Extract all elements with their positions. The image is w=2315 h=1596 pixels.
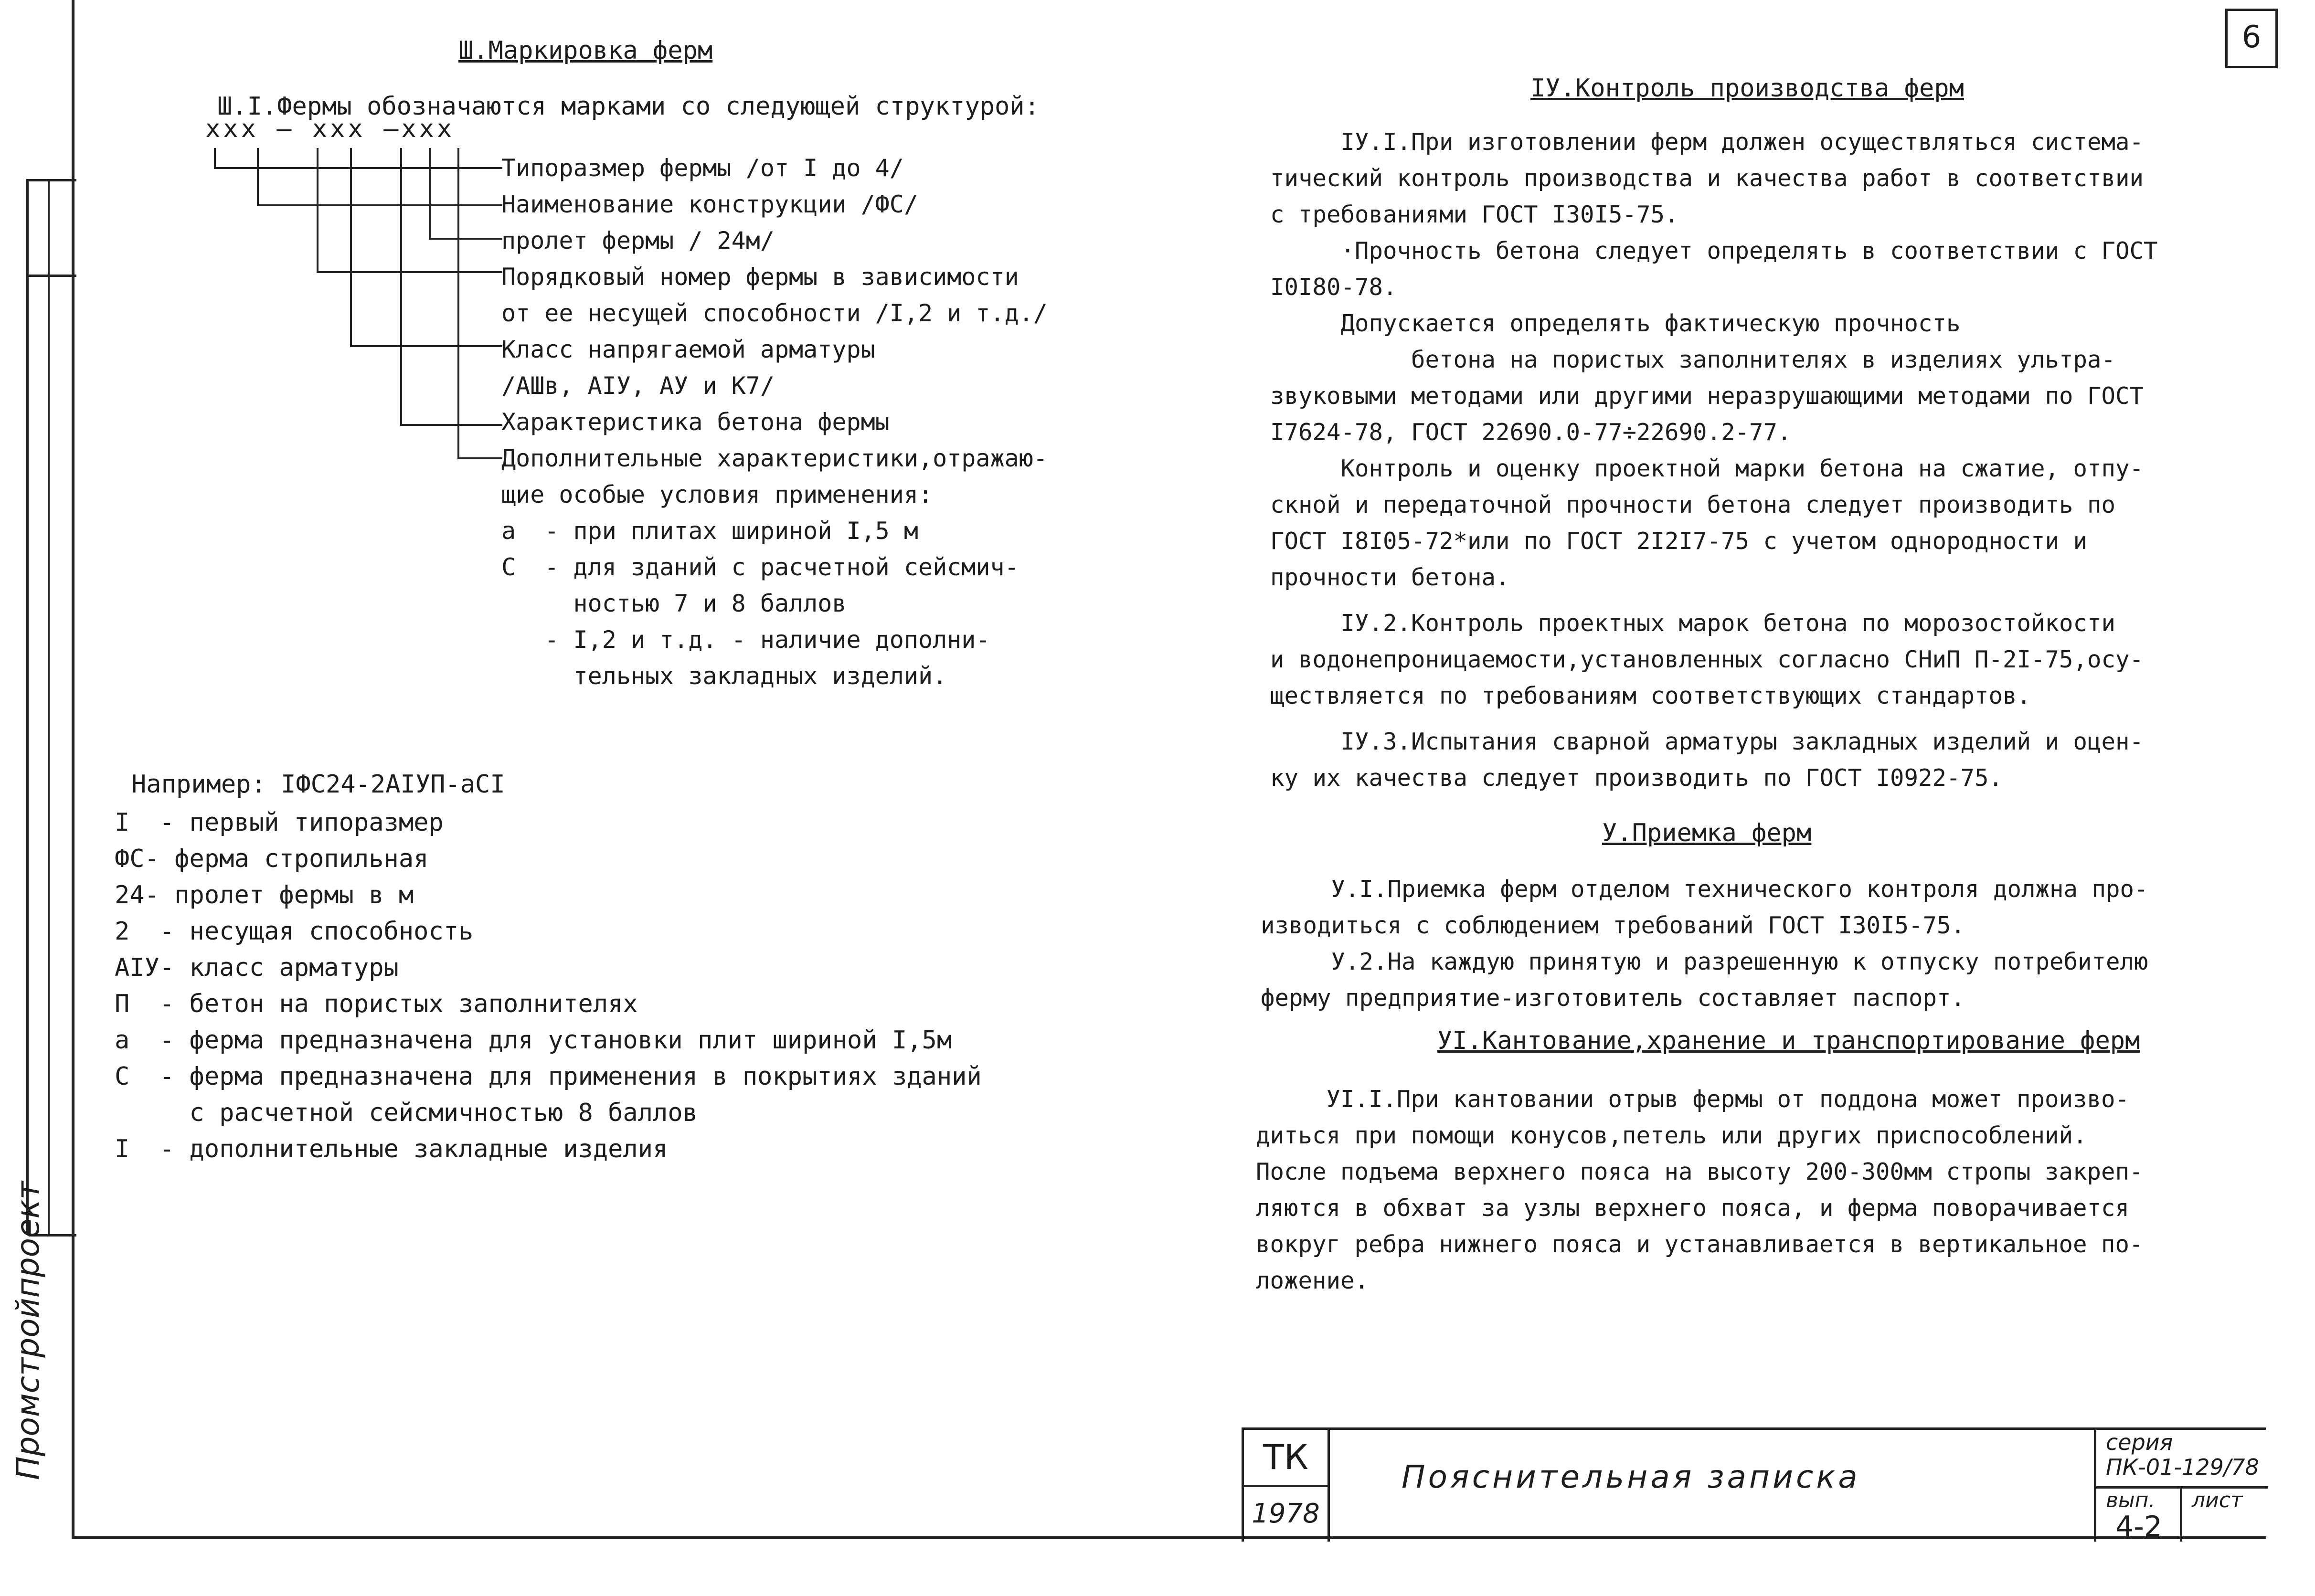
margin-row-line (29, 179, 76, 181)
series-value: ПК-01-129/78 (2106, 1454, 2259, 1480)
mark-structure: ххх — ххх —ххх (205, 115, 455, 143)
example-row: а - ферма предназначена для установки плит шириной I,5м (115, 1026, 952, 1055)
text-line: тический контроль производства и качества работ в соответствии (1270, 165, 2144, 192)
text-line: Контроль и оценку проектной марки бетона на сжатие, отпу- (1270, 455, 2144, 482)
leader-line (258, 148, 502, 205)
section6-body (1256, 1081, 2144, 1299)
text-line: скной и передаточной прочности бетона следует производить по (1270, 491, 2116, 518)
text-line: ферму предприятие-изготовитель составляет паспорт. (1261, 984, 1965, 1012)
leader-line (318, 148, 502, 272)
mark-structure-diagram (210, 143, 516, 487)
sheet-label: лист (2192, 1488, 2243, 1512)
issue-value: 4-2 (2115, 1510, 2162, 1543)
section4-body (1270, 124, 2158, 796)
series-box (2094, 1430, 2268, 1542)
text-line: диться при помощи конусов,петель или других приспособлений. (1256, 1122, 2087, 1149)
example-row: 2 - несущая способность (115, 917, 474, 946)
margin-divider (48, 179, 50, 1234)
example-row: АIУ- класс арматуры (115, 953, 399, 982)
org-code: ТК (1244, 1430, 1330, 1487)
mark-item: Характеристика бетона фермы (501, 408, 890, 436)
example-row: 24- пролет фермы в м (115, 881, 414, 909)
mark-item: а - при плитах шириной I,5 м (501, 517, 918, 545)
text-line: У.I.Приемка ферм отделом технического контроля должна про- (1261, 876, 2148, 903)
text-line: I0I80-78. (1270, 274, 1397, 301)
section3-title: Ш.Маркировка ферм (458, 36, 713, 65)
section3-items (501, 150, 1048, 694)
text-line: IУ.I.При изготовлении ферм должен осуществляться система- (1270, 128, 2144, 156)
sheet-number-box (2225, 9, 2278, 68)
text-line: После подъема верхнего пояса на высоту 200-300мм стропы закреп- (1256, 1158, 2144, 1185)
mark-item: пролет фермы / 24м/ (501, 227, 775, 254)
issue-label: вып. (2106, 1488, 2156, 1512)
example-rows (115, 804, 982, 1167)
example-row: С - ферма предназначена для применения в покрытиях зданий (115, 1062, 982, 1091)
leader-line (401, 148, 502, 425)
mark-item: Дополнительные характеристики,отражаю- (501, 444, 1048, 472)
text-line: У.2.На каждую принятую и разрешенную к отпуску потребителю (1261, 948, 2148, 975)
margin-row-line (29, 275, 76, 277)
text-line: I7624-78, ГОСТ 22690.0-77÷22690.2-77. (1270, 419, 1792, 446)
mark-item: Порядковый номер фермы в зависимости (501, 263, 1019, 291)
leader-line (351, 148, 502, 346)
text-line: ляются в обхват за узлы верхнего пояса, и ферма поворачивается (1256, 1194, 2130, 1222)
section5-body (1261, 871, 2148, 1016)
mark-item: Класс напрягаемой арматуры (501, 336, 875, 363)
text-line: IУ.3.Испытания сварной арматуры закладных изделий и оцен- (1270, 728, 2144, 755)
text-line: ГОСТ I8I05-72*или по ГОСТ 2I2I7-75 с учетом однородности и (1270, 528, 2088, 555)
side-label: Промстройпроект (10, 1181, 46, 1480)
mark-item: Типоразмер фермы /от I до 4/ (501, 154, 904, 182)
margin-strip (26, 179, 76, 1234)
example-row: с расчетной сейсмичностью 8 баллов (115, 1099, 698, 1127)
title-block (1242, 1427, 2266, 1542)
example-row: П - бетон на пористых заполнителях (115, 990, 638, 1018)
text-line: ществляется по требованиям соответствующих стандартов. (1270, 682, 2031, 709)
text-line: прочности бетона. (1270, 564, 1510, 591)
text-line: ку их качества следует производить по ГОСТ I0922-75. (1270, 764, 2003, 792)
mark-item: от ее несущей способности /I,2 и т.д./ (501, 299, 1048, 327)
stamp-divider (2180, 1486, 2182, 1542)
text-line: и водонепроницаемости,установленных согласно СНиП П-2I-75,осу- (1270, 646, 2144, 673)
mark-item: Наименование конструкции /ФС/ (501, 190, 918, 218)
year: 1978 (1244, 1486, 1330, 1542)
mark-item: щие особые условия применения: (501, 481, 933, 508)
text-line: изводиться с соблюдением требований ГОСТ I30I5-75. (1261, 912, 1965, 939)
text-line: IУ.2.Контроль проектных марок бетона по морозостойкости (1270, 610, 2116, 637)
section4-title: IУ.Контроль производства ферм (1530, 74, 1964, 103)
text-line: ·Прочность бетона следует определять в соответствии с ГОСТ (1270, 237, 2158, 264)
example-row: ФС- ферма стропильная (115, 845, 429, 873)
leader-line (430, 148, 502, 239)
example-row: I - первый типоразмер (115, 808, 444, 837)
mark-item: - I,2 и т.д. - наличие дополни- (501, 626, 990, 654)
example-title: Например: IФС24-2АIУП-аСI (131, 770, 505, 799)
section3-intro: Ш.I.Фермы обозначаются марками со следующей структурой: (217, 92, 1040, 121)
example-row: I - дополнительные закладные изделия (115, 1135, 668, 1163)
text-line: бетона на пористых заполнителях в изделиях ультра- (1270, 346, 2116, 373)
text-line: вокруг ребра нижнего пояса и устанавливается в вертикальное по- (1256, 1231, 2144, 1258)
text-line: с требованиями ГОСТ I30I5-75. (1270, 201, 1679, 228)
text-line: Допускается определять фактическую прочность (1270, 310, 1961, 337)
mark-item: /АШв, АIУ, АУ и К7/ (501, 372, 775, 400)
series-label: серия (2106, 1429, 2173, 1455)
section6-title: УI.Кантование,хранение и транспортирование ферм (1437, 1026, 2140, 1055)
mark-item: тельных закладных изделий. (501, 662, 947, 690)
text-line: УI.I.При кантовании отрыв фермы от поддона может произво- (1256, 1086, 2130, 1113)
document-title: Пояснительная записка (1402, 1459, 1860, 1495)
mark-item: С - для зданий с расчетной сейсмич- (501, 553, 1019, 581)
section5-title: У.Приемка ферм (1602, 819, 1812, 847)
text-line: звуковыми методами или другими неразрушающими методами по ГОСТ (1270, 382, 2144, 410)
sheet-number: 6 (2241, 20, 2262, 55)
leader-line (458, 148, 502, 458)
mark-item: ностью 7 и 8 баллов (501, 590, 847, 617)
text-line: ложение. (1256, 1267, 1369, 1294)
